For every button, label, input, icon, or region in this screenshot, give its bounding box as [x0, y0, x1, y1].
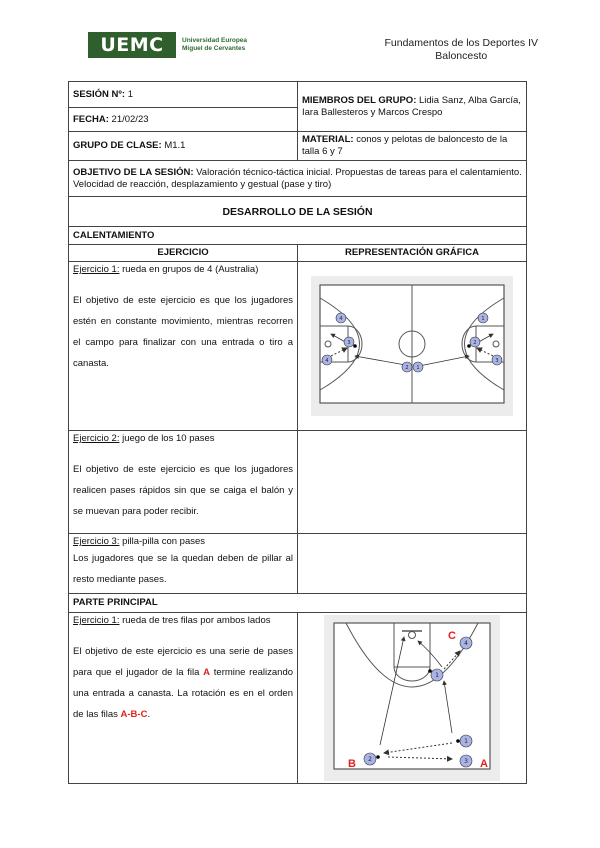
session-sheet	[68, 81, 527, 784]
main-ex1-desc-part-2: termine realizando una entrada a canasta. La rotación es en el orden de las filas	[73, 667, 294, 720]
full-court-diagram	[311, 276, 513, 416]
main-exercise-1	[69, 613, 298, 784]
warmup-exercise-2	[69, 431, 298, 534]
course-line-2: Baloncesto	[435, 50, 488, 62]
objective-value: Valoración técnico-táctica inicial. Propuestas de tareas para el calentamiento. Velocidad de reacción, desplazamiento y gestual (pase y tiro)	[73, 166, 522, 190]
player-label: 1	[416, 365, 420, 371]
session-title: DESARROLLO DE LA SESIÓN	[69, 197, 527, 227]
session-label: SESIÓN Nº:	[73, 88, 126, 100]
main-ex1-label: Ejercicio 1:	[73, 615, 120, 626]
course-line-1: Fundamentos de los Deportes IV	[384, 37, 538, 49]
half-court-svg	[332, 621, 492, 771]
logo-text: UEMC	[100, 34, 164, 56]
row-label-a: A	[480, 758, 488, 770]
player-label: 4	[325, 358, 329, 364]
class-group-value: M1.1	[164, 140, 186, 151]
main-ex1-graphic	[298, 613, 527, 784]
player-label: 1	[464, 738, 468, 745]
uemc-logo	[88, 32, 247, 58]
class-group-cell	[69, 132, 298, 161]
main-ex1-desc-part-1: El objetivo de este ejercicio es una serie de pases para que el jugador de la fila	[73, 646, 293, 678]
player-label: 3	[495, 358, 499, 364]
ball-marker	[428, 669, 432, 673]
exercise-column-header: EJERCICIO	[69, 245, 298, 262]
members-cell	[298, 82, 527, 132]
row-label-b: B	[348, 758, 356, 770]
ball-marker	[376, 755, 380, 759]
date-label: FECHA:	[73, 113, 109, 125]
rotation-order: A-B-C	[120, 709, 148, 720]
player-label: 1	[435, 672, 439, 679]
date-cell	[69, 108, 298, 132]
main-ex1-title: rueda de tres filas por ambos lados	[122, 615, 271, 626]
warmup-ex2-title: juego de los 10 pases	[122, 433, 215, 444]
objective-cell	[69, 161, 527, 197]
half-court-diagram	[324, 615, 500, 781]
material-value: conos y pelotas de baloncesto de la talla 6 y 7	[302, 134, 508, 157]
session-number-cell	[69, 82, 298, 108]
logo-subtitle-line-1: Universidad Europea	[182, 37, 248, 44]
warmup-heading: CALENTAMIENTO	[69, 227, 527, 245]
members-value: Lidia Sanz, Alba García, Iara Ballesteros y Marcos Crespo	[302, 94, 521, 118]
main-ex1-description	[73, 641, 293, 725]
player-label: 3	[347, 340, 351, 346]
warmup-ex1-description: El objetivo de este ejercicio es que los jugadores estén en constante movimiento, mientras recorren el campo para finalizar con una entrada o tiro a canasta.	[73, 295, 293, 369]
player-label: 2	[368, 756, 372, 763]
player-label: 2	[405, 365, 409, 371]
logo-subtitle-line-2: Miguel de Cervantes	[182, 45, 246, 52]
warmup-ex3-title: pilla-pilla con pases	[122, 536, 206, 547]
warmup-ex2-description: El objetivo de este ejercicio es que los jugadores realicen pases rápidos sin que se caiga el balón y se muevan para poder recibir.	[73, 464, 293, 517]
ball-left	[353, 344, 357, 348]
class-group-label: GRUPO DE CLASE:	[73, 140, 162, 151]
objective-label: OBJETIVO DE LA SESIÓN:	[73, 166, 194, 178]
material-label: MATERIAL:	[302, 134, 354, 145]
player-label: 3	[464, 758, 468, 765]
warmup-exercise-3	[69, 534, 298, 594]
ball-right	[467, 344, 471, 348]
warmup-ex1-graphic	[298, 262, 527, 431]
ball-marker	[456, 739, 460, 743]
members-label: MIEMBROS DEL GRUPO:	[302, 94, 417, 106]
warmup-ex3-description: Los jugadores que se la quedan deben de pillar al resto mediante pases.	[73, 553, 293, 585]
player-label: 4	[339, 316, 343, 322]
warmup-ex1-label: Ejercicio 1:	[73, 264, 120, 275]
main-ex1-desc-part-3: .	[147, 709, 151, 720]
full-court-svg	[319, 284, 505, 404]
main-part-heading: PARTE PRINCIPAL	[69, 594, 527, 613]
course-title	[384, 37, 538, 63]
warmup-ex3-label: Ejercicio 3:	[73, 536, 120, 547]
logo-subtitle	[182, 37, 247, 53]
row-label-c: C	[448, 630, 456, 642]
date-value: 21/02/23	[111, 113, 149, 125]
warmup-ex2-graphic	[298, 431, 527, 534]
logo-mark	[88, 32, 176, 58]
material-cell	[298, 132, 527, 161]
warmup-ex1-title: rueda en grupos de 4 (Australia)	[122, 264, 259, 275]
warmup-exercise-1	[69, 262, 298, 431]
player-label: 2	[473, 340, 477, 346]
player-label: 4	[464, 640, 468, 647]
row-a-letter: A	[203, 667, 211, 678]
session-value: 1	[127, 88, 133, 100]
warmup-ex2-label: Ejercicio 2:	[73, 433, 120, 444]
warmup-ex3-graphic	[298, 534, 527, 594]
graphic-column-header: REPRESENTACIÓN GRÁFICA	[298, 245, 527, 262]
player-label: 1	[481, 316, 485, 322]
